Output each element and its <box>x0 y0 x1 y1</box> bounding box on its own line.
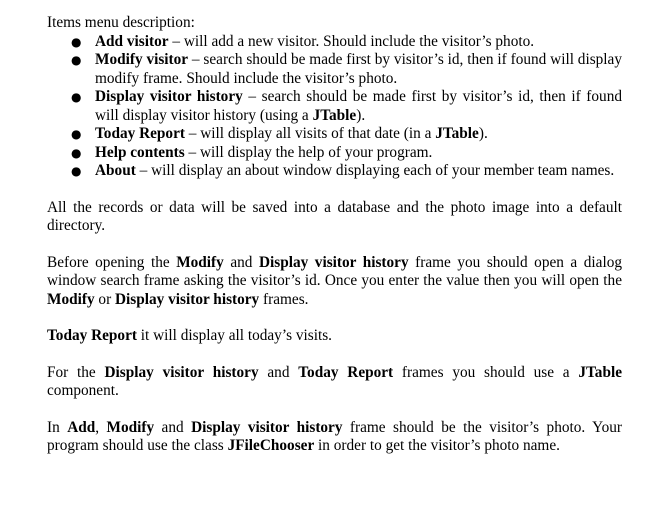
item-term: Modify visitor <box>95 51 189 68</box>
list-item-display-visitor-history <box>71 88 622 125</box>
paragraph-photo-chooser <box>47 419 622 456</box>
bold-run: Modify <box>47 290 95 308</box>
item-desc-end: ). <box>478 125 488 142</box>
bullet-icon: ● <box>71 164 82 178</box>
text-run: In <box>47 418 68 436</box>
bullet-icon: ● <box>71 127 82 141</box>
text-run: frames. <box>259 290 309 308</box>
text-run: Before opening the <box>47 253 177 271</box>
item-term: Today Report <box>95 125 185 142</box>
item-term-jtable: JTable <box>435 125 479 142</box>
text-run: or <box>94 290 115 308</box>
list-item-about <box>71 162 622 181</box>
bold-run: Today Report <box>47 327 137 344</box>
bold-run: Display visitor history <box>104 363 259 381</box>
list-item-today-report <box>71 125 622 144</box>
text-run: frame should be the visitor’s photo. Your program should use the class <box>47 418 622 454</box>
item-term-jtable: JTable <box>312 106 357 124</box>
list-item-modify-visitor <box>71 51 622 88</box>
bold-run: JFileChooser <box>227 437 315 454</box>
text-run: component. <box>47 382 119 399</box>
text-run: and <box>223 253 259 271</box>
text-run: , <box>95 418 107 436</box>
text-run: and <box>154 418 192 436</box>
text-run: and <box>258 363 299 381</box>
bullet-icon: ● <box>71 145 82 160</box>
item-desc: – will add a new visitor. Should include the visitor’s photo. <box>168 32 535 50</box>
item-desc: – search should be made first by visitor’s id, then if found will display modify frame. Should include the visitor’s photo. <box>95 51 622 87</box>
item-term: Help contents <box>95 143 185 161</box>
item-desc: – will display an about window displaying each of your member team names. <box>135 162 615 179</box>
bullet-icon: ● <box>71 90 82 104</box>
bullet-icon: ● <box>71 53 82 67</box>
item-term: Add visitor <box>95 32 169 50</box>
text-run: frame you should open a dialog window search frame asking the visitor’s id. Once you enter the value then you will open the <box>47 253 622 289</box>
bold-run: Modify <box>106 418 155 436</box>
text-run: in order to get the visitor’s photo name. <box>314 437 560 454</box>
item-term: About <box>95 162 136 179</box>
bold-run: Modify <box>176 253 224 271</box>
paragraph-storage: All the records or data will be saved into a database and the photo image into a default directory. <box>47 198 622 234</box>
bold-run: JTable <box>578 363 622 381</box>
item-desc: – will display the help of your program. <box>184 143 433 161</box>
item-desc: – will display all visits of that date (in a <box>184 125 436 142</box>
item-desc: – search should be made first by visitor’s id, then if found will display visitor history (using a <box>95 88 622 124</box>
paragraph-today-report <box>47 327 622 346</box>
bold-run: Display visitor history <box>191 418 343 436</box>
bullet-icon: ● <box>71 34 82 49</box>
text-run: frames you should use a <box>393 363 579 381</box>
bold-run: Display visitor history <box>115 290 260 308</box>
list-item-add-visitor <box>71 32 622 52</box>
items-menu-heading: Items menu description: <box>47 14 195 31</box>
paragraph-search-dialog <box>47 254 622 310</box>
bold-run: Add <box>67 418 96 436</box>
bold-run: Display visitor history <box>258 253 409 271</box>
bold-run: Today Report <box>298 363 394 381</box>
items-menu-list <box>47 33 622 181</box>
text-run: For the <box>47 363 105 381</box>
list-item-help-contents <box>71 143 622 163</box>
paragraph-jtable <box>47 364 622 401</box>
text-run: it will display all today’s visits. <box>136 327 332 344</box>
item-term: Display visitor history <box>95 88 243 105</box>
item-desc-end: ). <box>356 106 366 124</box>
